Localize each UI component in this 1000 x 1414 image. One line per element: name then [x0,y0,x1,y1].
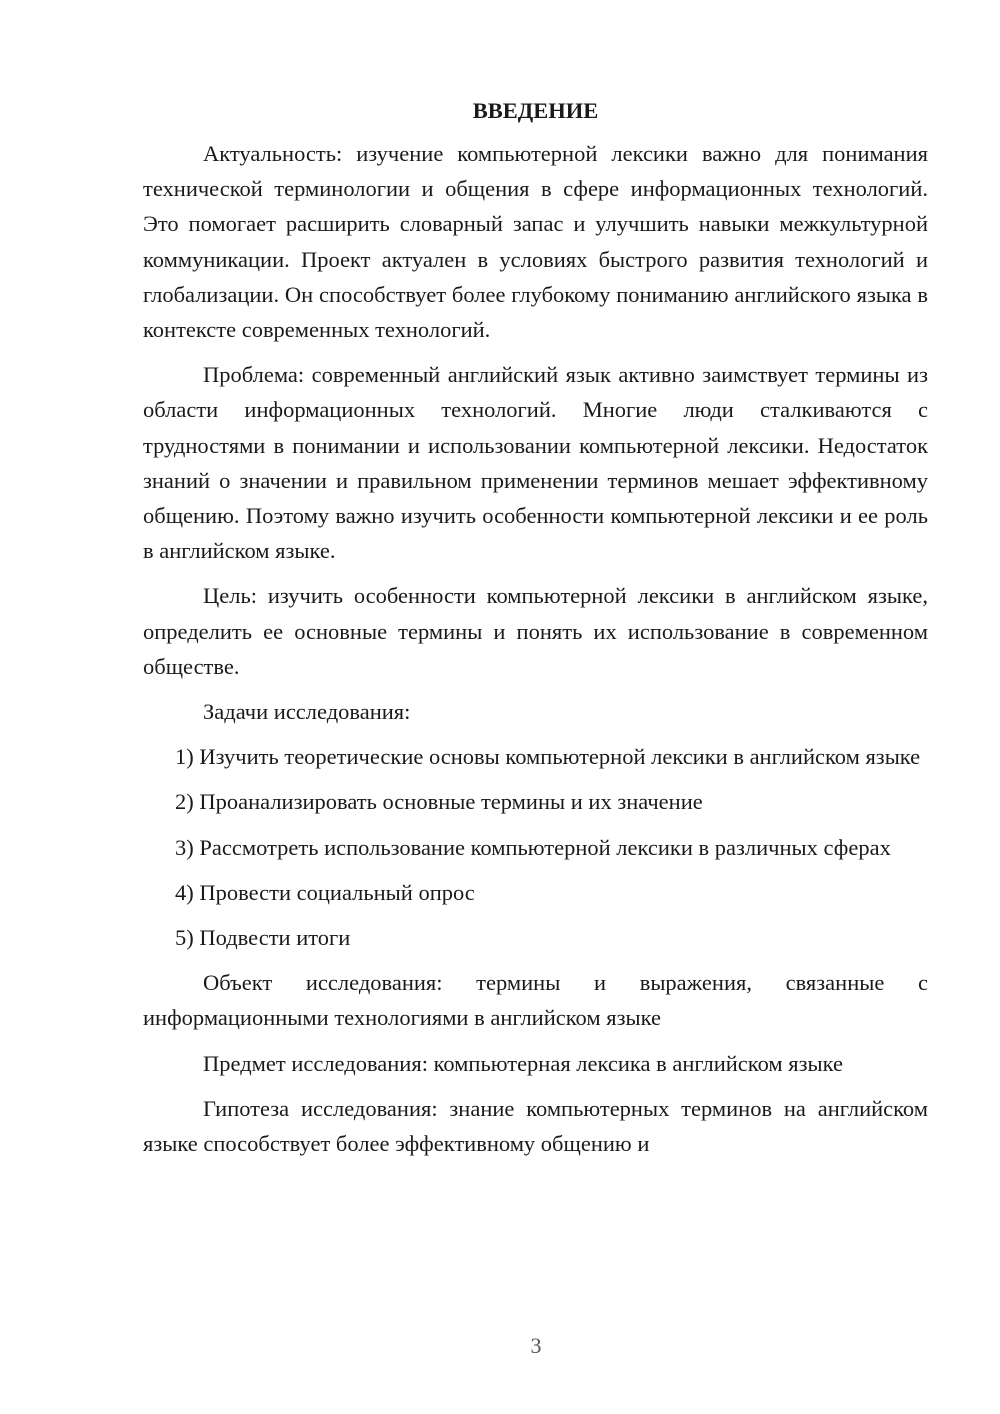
page-content [143,96,928,1161]
hypothesis-paragraph: Гипотеза исследования: знание компьютерных терминов на английском языке способствует более эффективному общению и [143,1095,928,1157]
task-item-3: 3) Рассмотреть использование компьютерной лексики в различных сферах [175,834,891,860]
page-number: 3 [530,1333,542,1358]
task-item-2: 2) Проанализировать основные термины и их значение [175,789,703,815]
goal-paragraph: Цель: изучить особенности компьютерной лексики в английском языке, определить ее основные термины и понять их использование в современном обществе. [143,583,928,679]
relevance-paragraph: Актуальность: изучение компьютерной лексики важно для понимания технической терминологии и общения в сфере информационных технологий. Это помогает расширить словарный запас и улучшить навыки межкультурной коммуникации. Проект актуален в условиях быстрого развития технологий и глобализации. Он способствует более глубокому пониманию английского языка в контексте современных технологий. [143,141,928,343]
object-paragraph: Объект исследования: термины и выражения, связанные с информационными технологиями в английском языке [143,970,928,1031]
problem-paragraph: Проблема: современный английский язык активно заимствует термины из области информационных технологий. Многие люди сталкиваются с трудностями в понимании и использовании компьютерной лексики. Недостаток знаний о значении и правильном применении терминов мешает эффективному общению. Поэтому важно изучить особенности компьютерной лексики и ее роль в английском языке. [143,362,928,564]
section-heading: ВВЕДЕНИЕ [472,98,599,123]
task-item-4: 4) Провести социальный опрос [175,879,475,905]
task-item-1: 1) Изучить теоретические основы компьютерной лексики в английском языке [175,744,921,770]
task-item-5: 5) Подвести итоги [175,925,351,951]
tasks-heading: Задачи исследования: [203,699,411,725]
subject-paragraph: Предмет исследования: компьютерная лексика в английском языке [203,1050,843,1076]
